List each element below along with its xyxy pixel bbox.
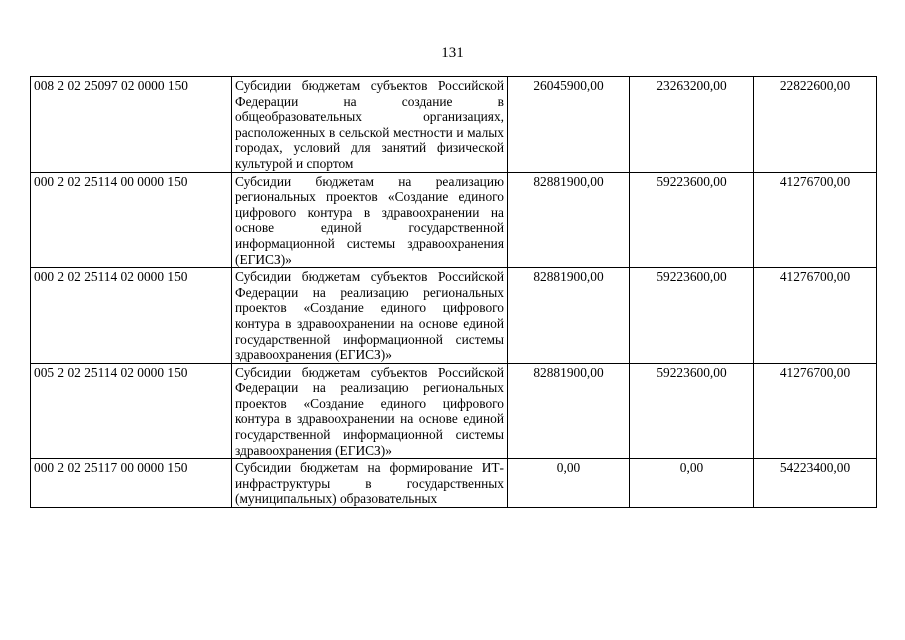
budget-table — [30, 76, 877, 508]
description-cell: Субсидии бюджетам на формирование ИТ-инфраструктуры в государственных (муниципальных) образовательных — [232, 459, 508, 508]
amount-year3-cell: 22822600,00 — [754, 77, 877, 173]
budget-code-cell: 000 2 02 25114 00 0000 150 — [31, 172, 232, 268]
amount-year2-cell: 0,00 — [630, 459, 754, 508]
table-row — [31, 363, 877, 459]
budget-code-cell: 005 2 02 25114 02 0000 150 — [31, 363, 232, 459]
amount-year2-cell: 59223600,00 — [630, 363, 754, 459]
table-row — [31, 459, 877, 508]
description-cell: Субсидии бюджетам субъектов Российской Федерации на создание в общеобразовательных организациях, расположенных в сельской местности и малых городах, условий для занятий физической культурой и спортом — [232, 77, 508, 173]
amount-year3-cell: 41276700,00 — [754, 363, 877, 459]
table-row — [31, 77, 877, 173]
description-cell: Субсидии бюджетам субъектов Российской Федерации на реализацию региональных проектов «Создание единого цифрового контура в здравоохранении на основе единой государственной информационной системы здравоохранения (ЕГИСЗ)» — [232, 363, 508, 459]
table-row — [31, 268, 877, 364]
amount-year2-cell: 59223600,00 — [630, 268, 754, 364]
amount-year1-cell: 82881900,00 — [508, 363, 630, 459]
amount-year1-cell: 0,00 — [508, 459, 630, 508]
page-number: 131 — [441, 45, 464, 61]
budget-code-cell: 000 2 02 25117 00 0000 150 — [31, 459, 232, 508]
budget-code-cell: 008 2 02 25097 02 0000 150 — [31, 77, 232, 173]
amount-year3-cell: 41276700,00 — [754, 268, 877, 364]
amount-year1-cell: 82881900,00 — [508, 172, 630, 268]
amount-year1-cell: 26045900,00 — [508, 77, 630, 173]
amount-year1-cell: 82881900,00 — [508, 268, 630, 364]
description-cell: Субсидии бюджетам на реализацию региональных проектов «Создание единого цифрового контура в здравоохранении на основе единой государственной информационной системы здравоохранения (ЕГИСЗ)» — [232, 172, 508, 268]
description-cell: Субсидии бюджетам субъектов Российской Федерации на реализацию региональных проектов «Создание единого цифрового контура в здравоохранении на основе единой государственной информационной системы здравоохранения (ЕГИСЗ)» — [232, 268, 508, 364]
amount-year3-cell: 41276700,00 — [754, 172, 877, 268]
amount-year2-cell: 23263200,00 — [630, 77, 754, 173]
amount-year2-cell: 59223600,00 — [630, 172, 754, 268]
budget-code-cell: 000 2 02 25114 02 0000 150 — [31, 268, 232, 364]
table-row — [31, 172, 877, 268]
amount-year3-cell: 54223400,00 — [754, 459, 877, 508]
